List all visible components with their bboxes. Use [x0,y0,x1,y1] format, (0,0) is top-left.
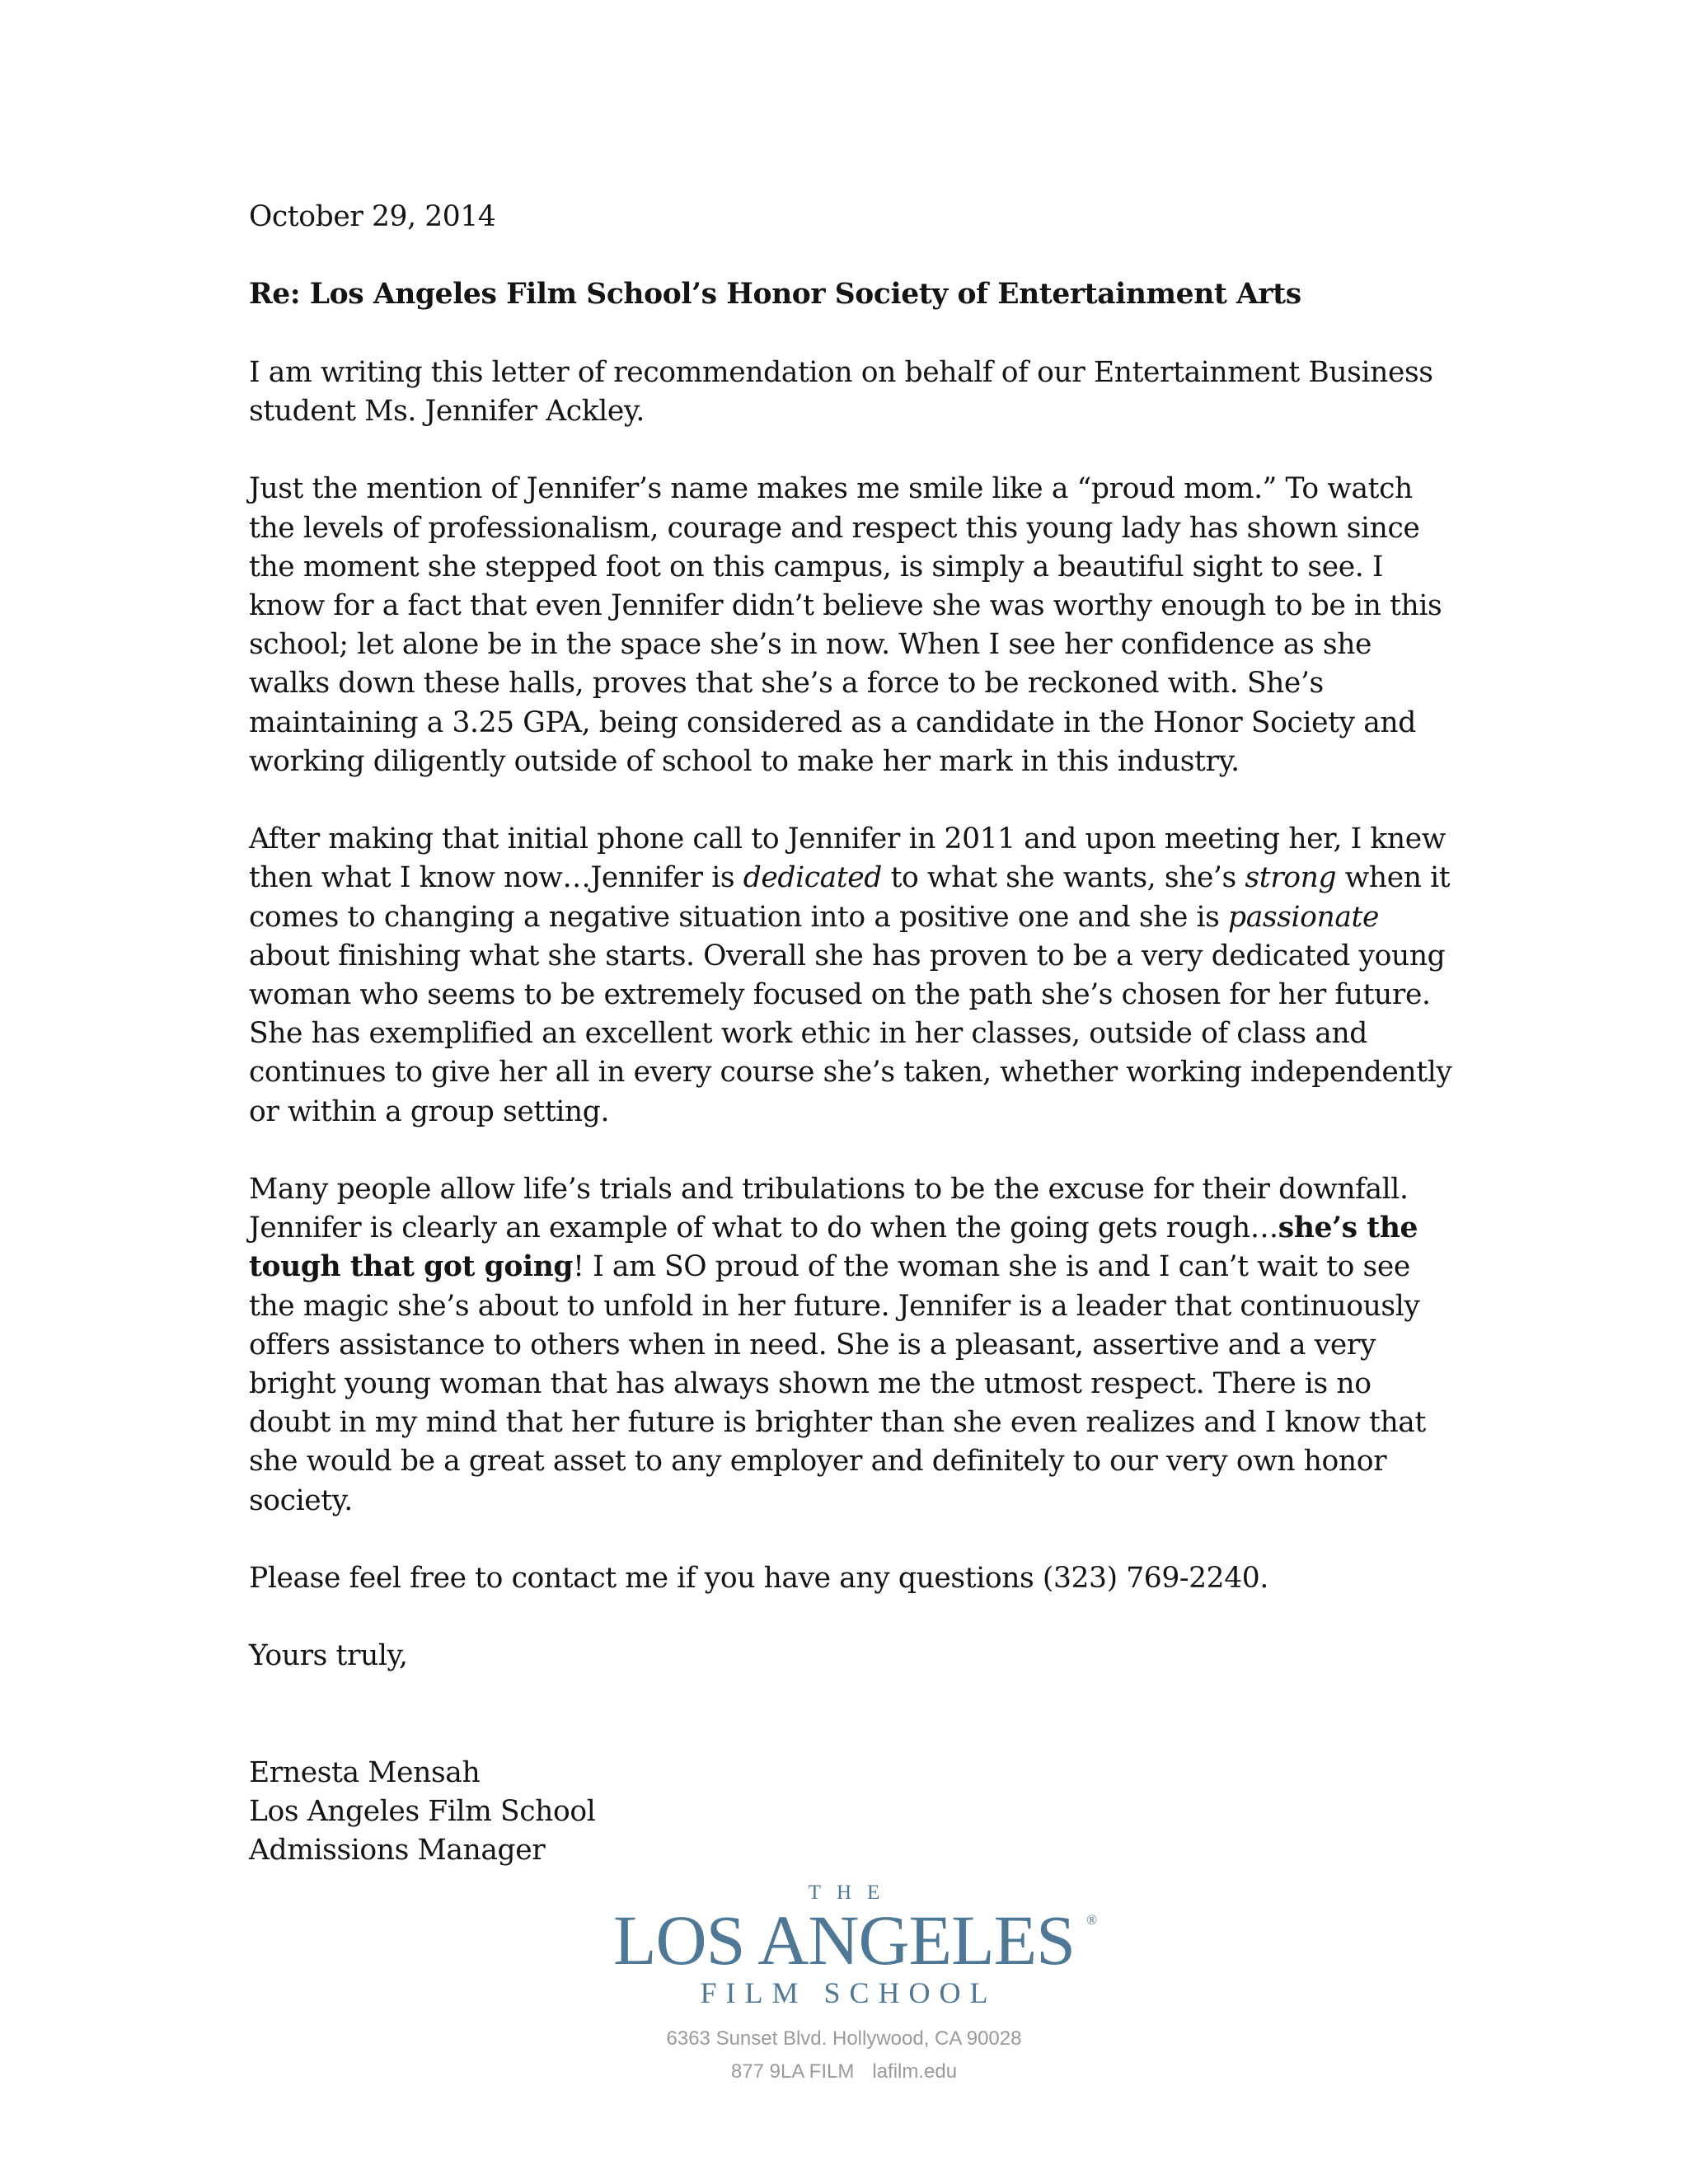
letterhead-footer [514,2022,1174,2088]
paragraph3-text-4: about finishing what she starts. Overall she has proven to be a very dedicated young woman who seems to be extremely focused on the path she’s chosen for her future. She has exemplified an excellent work ethic in her classes, outside of class and continues to give her all in every course she’s taken, whether working independently or within a group setting. [249,939,1452,1128]
signature-name: Ernesta Mensah [249,1756,481,1789]
emphasis-dedicated: dedicated [743,861,882,895]
paragraph3-text-1: After making that initial phone call to Jennifer in 2011 and upon meeting her, I knew then what I know now…Jennifer is [249,823,1446,895]
footer-contact-line [514,2055,1174,2088]
emphasis-strong: strong [1245,861,1337,895]
letter-paragraph-contact: Please feel free to contact me if you have any questions (323) 769-2240. [249,1562,1268,1596]
footer-phone: 877 9LA FILM [730,2060,855,2083]
letter-closing: Yours truly, [249,1639,408,1673]
logo-subtitle: FILM SCHOOL [700,1976,997,2009]
footer-website: lafilm.edu [872,2060,958,2083]
signature-title: Admissions Manager [249,1834,546,1868]
letter-paragraph-proud-mom: Just the mention of Jennifer’s name makes me smile like a “proud mom.” To watch the levels of professionalism, courage and respect this young lady has shown since the moment she stepped foot on this campus, is simply a beautiful sight to see. I know for a fact that even Jennifer didn’t believe she was worthy enough to be in this school; let alone be in the space she’s in now. When I see her confidence as she walks down these halls, proves that she’s a force to be reckoned with. She’s maintaining a 3.25 GPA, being considered as a candidate in the Honor Society and working diligently outside of school to make her mark in this industry. [249,472,1442,778]
logo-the: THE [808,1882,896,1904]
bold-tough-that-got-going: she’s the tough that got going [249,1212,1418,1284]
emphasis-passionate: passionate [1228,900,1379,934]
registered-mark-icon: ® [1086,1912,1096,1928]
paragraph3-text-3: when it comes to changing a negative situation into a positive one and she is [249,861,1451,934]
paragraph4-text-2: ! I am SO proud of the woman she is and I can’t wait to see the magic she’s about to unfold in her future. Jennifer is a leader that continuously offers assistance to others when in need. She is a pleasant, assertive and a very bright young woman that has always shown me the utmost respect. There is no doubt in my mind that her future is brighter than she even realizes and I know that she would be a great asset to any employer and definitely to our very own honor society. [249,1250,1426,1517]
letter-body [249,198,1461,1871]
signature-block [249,1754,1461,1871]
paragraph4-text-1: Many people allow life’s trials and tribulations to be the excuse for their downfall. Jennifer is clearly an example of what to do when the going gets rough… [249,1173,1409,1245]
footer-address: 6363 Sunset Blvd. Hollywood, CA 90028 [666,2027,1022,2050]
letter-date: October 29, 2014 [249,200,496,233]
signature-organization: Los Angeles Film School [249,1795,596,1829]
letter-paragraph-leadership [249,1170,1461,1521]
paragraph3-text-2: to what she wants, she’s [882,861,1245,895]
letter-paragraph-qualities [249,820,1461,1132]
logo-main-text: LOS ANGELES [613,1900,1075,1980]
school-logo [597,1881,1096,2011]
letter-subject: Re: Los Angeles Film School’s Honor Society of Entertainment Arts [249,278,1301,312]
logo-main-wordmark [613,1900,1096,1980]
letter-paragraph-intro: I am writing this letter of recommendation on behalf of our Entertainment Business student Ms. Jennifer Ackley. [249,355,1433,428]
